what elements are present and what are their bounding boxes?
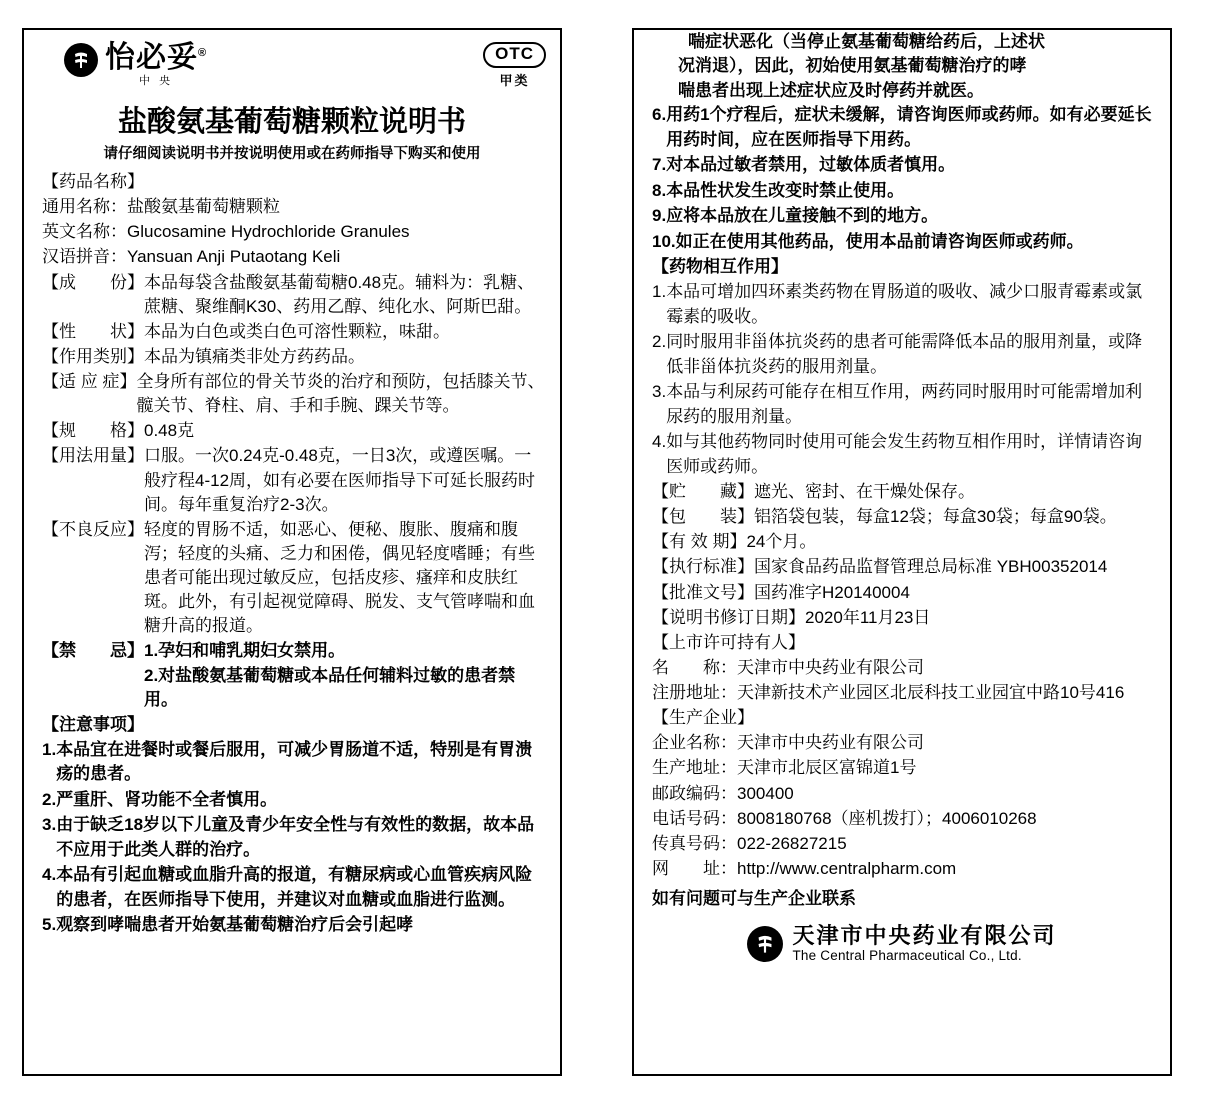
item-number: 1. [42,739,57,759]
item-number: 8. [652,180,667,200]
interactions-label: 【药物相互作用】 [652,257,788,277]
section-label: 企业名称： [652,733,737,753]
list-item [652,280,1156,329]
section-value: 本品每袋含盐酸氨基葡萄糖0.48克。辅料为：乳糖、蔗糖、聚维酮K30、药用乙醇、纯化水、阿斯巴甜。 [144,272,535,316]
item-text: 本品有引起血糖或血脂升高的报道，有糖尿病或心血管疾病风险的患者，在医师指导下使用，并建议对血糖或血脂进行监测。 [56,865,533,909]
section-row [652,656,1156,680]
section-row [652,555,1156,579]
continuation-line: 喘患者出现上述症状应及时停药并就医。 [678,80,984,100]
section-value: 0.48克 [144,421,195,441]
section-label: 【生产企业】 [652,708,754,728]
section-label: 网 址： [652,858,737,878]
item-number: 4. [652,432,667,452]
otc-badge-group [483,42,546,89]
section-row [652,631,1156,655]
section-row [42,320,546,344]
section-label: 【用法用量】 [42,446,144,466]
contact-note: 如有问题可与生产企业联系 [652,889,856,909]
list-item [652,430,1156,479]
item-number: 1. [652,282,667,302]
section-value: Yansuan Anji Putaotang Keli [127,247,341,267]
section-label: 【包 装】 [652,507,754,527]
list-item [652,179,1156,203]
section-row [652,782,1156,806]
precautions-list-continued [634,103,1170,254]
item-text: 应将本品放在儿童接触不到的地方。 [666,206,939,226]
continuation-line: 喘症状恶化（当停止氨基葡萄糖给药后，上述状 [688,32,1045,51]
company-name-en: The Central Pharmaceutical Co., Ltd. [792,948,1022,964]
item-text: 同时服用非甾体抗炎药的患者可能需降低本品的服用剂量，或降低非甾体抗炎药的服用剂量。 [666,332,1143,376]
section-row [652,606,1156,630]
section-label: 【有 效 期】 [652,532,747,552]
list-item [652,103,1156,152]
item-text: 由于缺乏18岁以下儿童及青少年安全性与有效性的数据，故本品不应用于此类人群的治疗。 [56,815,535,859]
section-label: 【不良反应】 [42,519,144,539]
contraindication-row [42,639,546,711]
otc-class-label: 甲类 [499,73,530,88]
section-label: 【贮 藏】 [652,482,754,502]
section-row [652,706,1156,730]
footer-company-logo [634,923,1170,964]
section-row [652,530,1156,554]
section-value: 盐酸氨基葡萄糖颗粒 [127,197,280,217]
list-item [652,330,1156,379]
item-number: 9. [652,206,667,226]
section-label: 【规 格】 [42,421,144,441]
item-text: 如与其他药物同时使用可能会发生药物互相作用时，详情请咨询医师或药师。 [666,432,1143,476]
item-text: 用药1个疗程后，症状未缓解，请咨询医师或药师。如有必要延长用药时间，应在医师指导下用药。 [666,105,1152,149]
section-value: 022-26827215 [737,833,847,853]
interactions-section [634,255,1170,279]
section-label: 生产地址： [652,758,737,778]
section-value: 国药准字H20140004 [754,582,910,602]
section-row [42,271,546,319]
section-label: 【说明书修订日期】 [652,607,805,627]
page-title: 盐酸氨基葡萄糖颗粒说明书 [117,106,466,138]
section-label: 【上市许可持有人】 [652,632,805,652]
section-value: 天津市中央药业有限公司 [737,657,924,677]
section-value: Glucosamine Hydrochloride Granules [127,222,410,242]
list-item [42,863,546,912]
section-row [652,505,1156,529]
list-item [42,913,546,937]
section-row [652,832,1156,856]
website-url[interactable]: http://www.centralpharm.com [737,858,957,878]
item-text: 本品可增加四环素类药物在胃肠道的吸收、减少口服青霉素或氯霉素的吸收。 [666,282,1143,326]
list-item [652,153,1156,177]
contraindication-label: 【禁 忌】 [42,641,144,661]
item-number: 3. [42,815,57,835]
section-label: 【适 应 症】 [42,372,137,391]
section-row [652,581,1156,605]
section-value: 300400 [737,783,794,803]
precautions-continuation [634,30,1170,103]
section-label: 【作用类别】 [42,346,144,366]
section-row [42,444,546,516]
section-row [42,245,546,269]
section-row [652,807,1156,831]
otc-badge: OTC [483,42,546,68]
section-value: 天津市北辰区富锦道1号 [737,758,917,778]
section-label: 传真号码： [652,833,737,853]
section-label: 电话号码： [652,808,737,828]
section-row [42,170,546,194]
section-row [42,518,546,639]
item-number: 5. [42,915,57,935]
left-sections [24,170,560,737]
section-label: 汉语拼音： [42,247,127,267]
item-text: 对本品过敏者禁用，过敏体质者慎用。 [666,155,956,175]
item-number: 4. [42,865,57,885]
list-item [42,788,546,812]
right-sections [634,480,1170,881]
section-value: 铝箔袋包装，每盒12袋；每盒30袋；每盒90袋。 [754,507,1117,527]
item-number: 2. [652,332,667,352]
section-value: 遮光、密封、在干燥处保存。 [754,482,975,502]
list-item [652,204,1156,228]
list-item [652,380,1156,429]
section-label: 邮政编码： [652,783,737,803]
leaflet-page-left [22,28,562,1076]
leaflet-page-right [632,28,1172,1076]
section-label: 注册地址： [652,683,737,703]
section-value: 天津新技术产业园区北辰科技工业园宜中路10号416 [737,683,1125,703]
section-row [652,480,1156,504]
item-number: 3. [652,382,667,402]
section-row [652,731,1156,755]
brand-registered-icon: ® [198,46,208,59]
section-row [42,419,546,443]
section-label: 【执行标准】 [652,557,754,577]
central-logo-icon [64,43,98,77]
company-name-cn: 天津市中央药业有限公司 [792,923,1057,949]
continuation-line: 况消退），因此，初始使用氨基葡萄糖治疗的哮 [678,56,1027,76]
section-row [42,370,546,418]
item-text: 本品性状发生改变时禁止使用。 [666,180,905,200]
section-value: 轻度的胃肠不适，如恶心、便秘、腹胀、腹痛和腹泻；轻度的头痛、乏力和困倦，偶见轻度嗜睡；有些患者可能出现过敏反应，包括皮疹、瘙痒和皮肤红斑。此外，有引起视觉障碍、脱发、支气管哮喘和血糖升高的报道。 [144,519,535,636]
page-subtitle: 请仔细阅读说明书并按说明使用或在药师指导下购买和使用 [103,146,481,162]
item-number: 10. [652,231,676,251]
item-text: 如正在使用其他药品，使用本品前请咨询医师或药师。 [675,231,1084,251]
interactions-list [634,280,1170,479]
item-text: 严重肝、肾功能不全者慎用。 [56,789,278,809]
item-text: 本品与利尿药可能存在相互作用，两药同时服用时可能需增加利尿药的服用剂量。 [666,382,1143,426]
section-value: 8008180768（座机拨打）；4006010268 [737,808,1037,828]
section-value: 2020年11月23日 [805,607,931,627]
section-value: 全身所有部位的骨关节炎的治疗和预防，包括膝关节、髋关节、脊柱、肩、手和手腕、踝关节等。 [136,372,545,416]
section-label: 【成 份】 [42,272,144,292]
contraindication-item: 1.孕妇和哺乳期妇女禁用。 [144,641,346,661]
list-item [42,738,546,787]
section-label: 英文名称： [42,222,127,242]
brand-name: 怡必妥 [105,40,198,74]
brand-logo [64,40,208,87]
section-label: 【性 状】 [42,321,144,341]
brand-subname: 中 央 [139,74,174,87]
section-value: 国家食品药品监督管理总局标准 YBH00352014 [754,557,1108,577]
section-value: 24个月。 [746,532,817,552]
section-row-website [652,857,1156,881]
section-label: 【批准文号】 [652,582,754,602]
section-value: 天津市中央药业有限公司 [737,733,924,753]
item-text: 观察到哮喘患者开始氨基葡萄糖治疗后会引起哮 [56,915,414,935]
precautions-list [24,738,560,938]
section-label: 通用名称： [42,197,127,217]
section-row [42,345,546,369]
section-label: 【药品名称】 [42,172,144,191]
section-label: 名 称： [652,657,737,677]
section-row [42,220,546,244]
list-item [652,230,1156,254]
section-value: 口服。一次0.24克-0.48克，一日3次，或遵医嘱。一般疗程4-12周，如有必要在医师指导下可延长服药时间。每年重复治疗2-3次。 [144,446,536,514]
item-text: 本品宜在进餐时或餐后服用，可减少胃肠道不适，特别是有胃溃疡的患者。 [56,739,533,784]
section-row [652,756,1156,780]
brand-header [24,30,560,89]
section-row [42,195,546,219]
list-item [42,813,546,862]
precautions-label: 【注意事项】 [42,714,144,734]
section-row [652,681,1156,705]
item-number: 7. [652,155,667,175]
item-number: 6. [652,105,667,125]
contraindication-item: 2.对盐酸氨基葡萄糖或本品任何辅料过敏的患者禁用。 [144,665,516,709]
section-value: 本品为白色或类白色可溶性颗粒，味甜。 [144,321,450,341]
central-logo-icon [747,926,783,962]
section-value: 本品为镇痛类非处方药药品。 [144,346,365,366]
item-number: 2. [42,789,57,809]
